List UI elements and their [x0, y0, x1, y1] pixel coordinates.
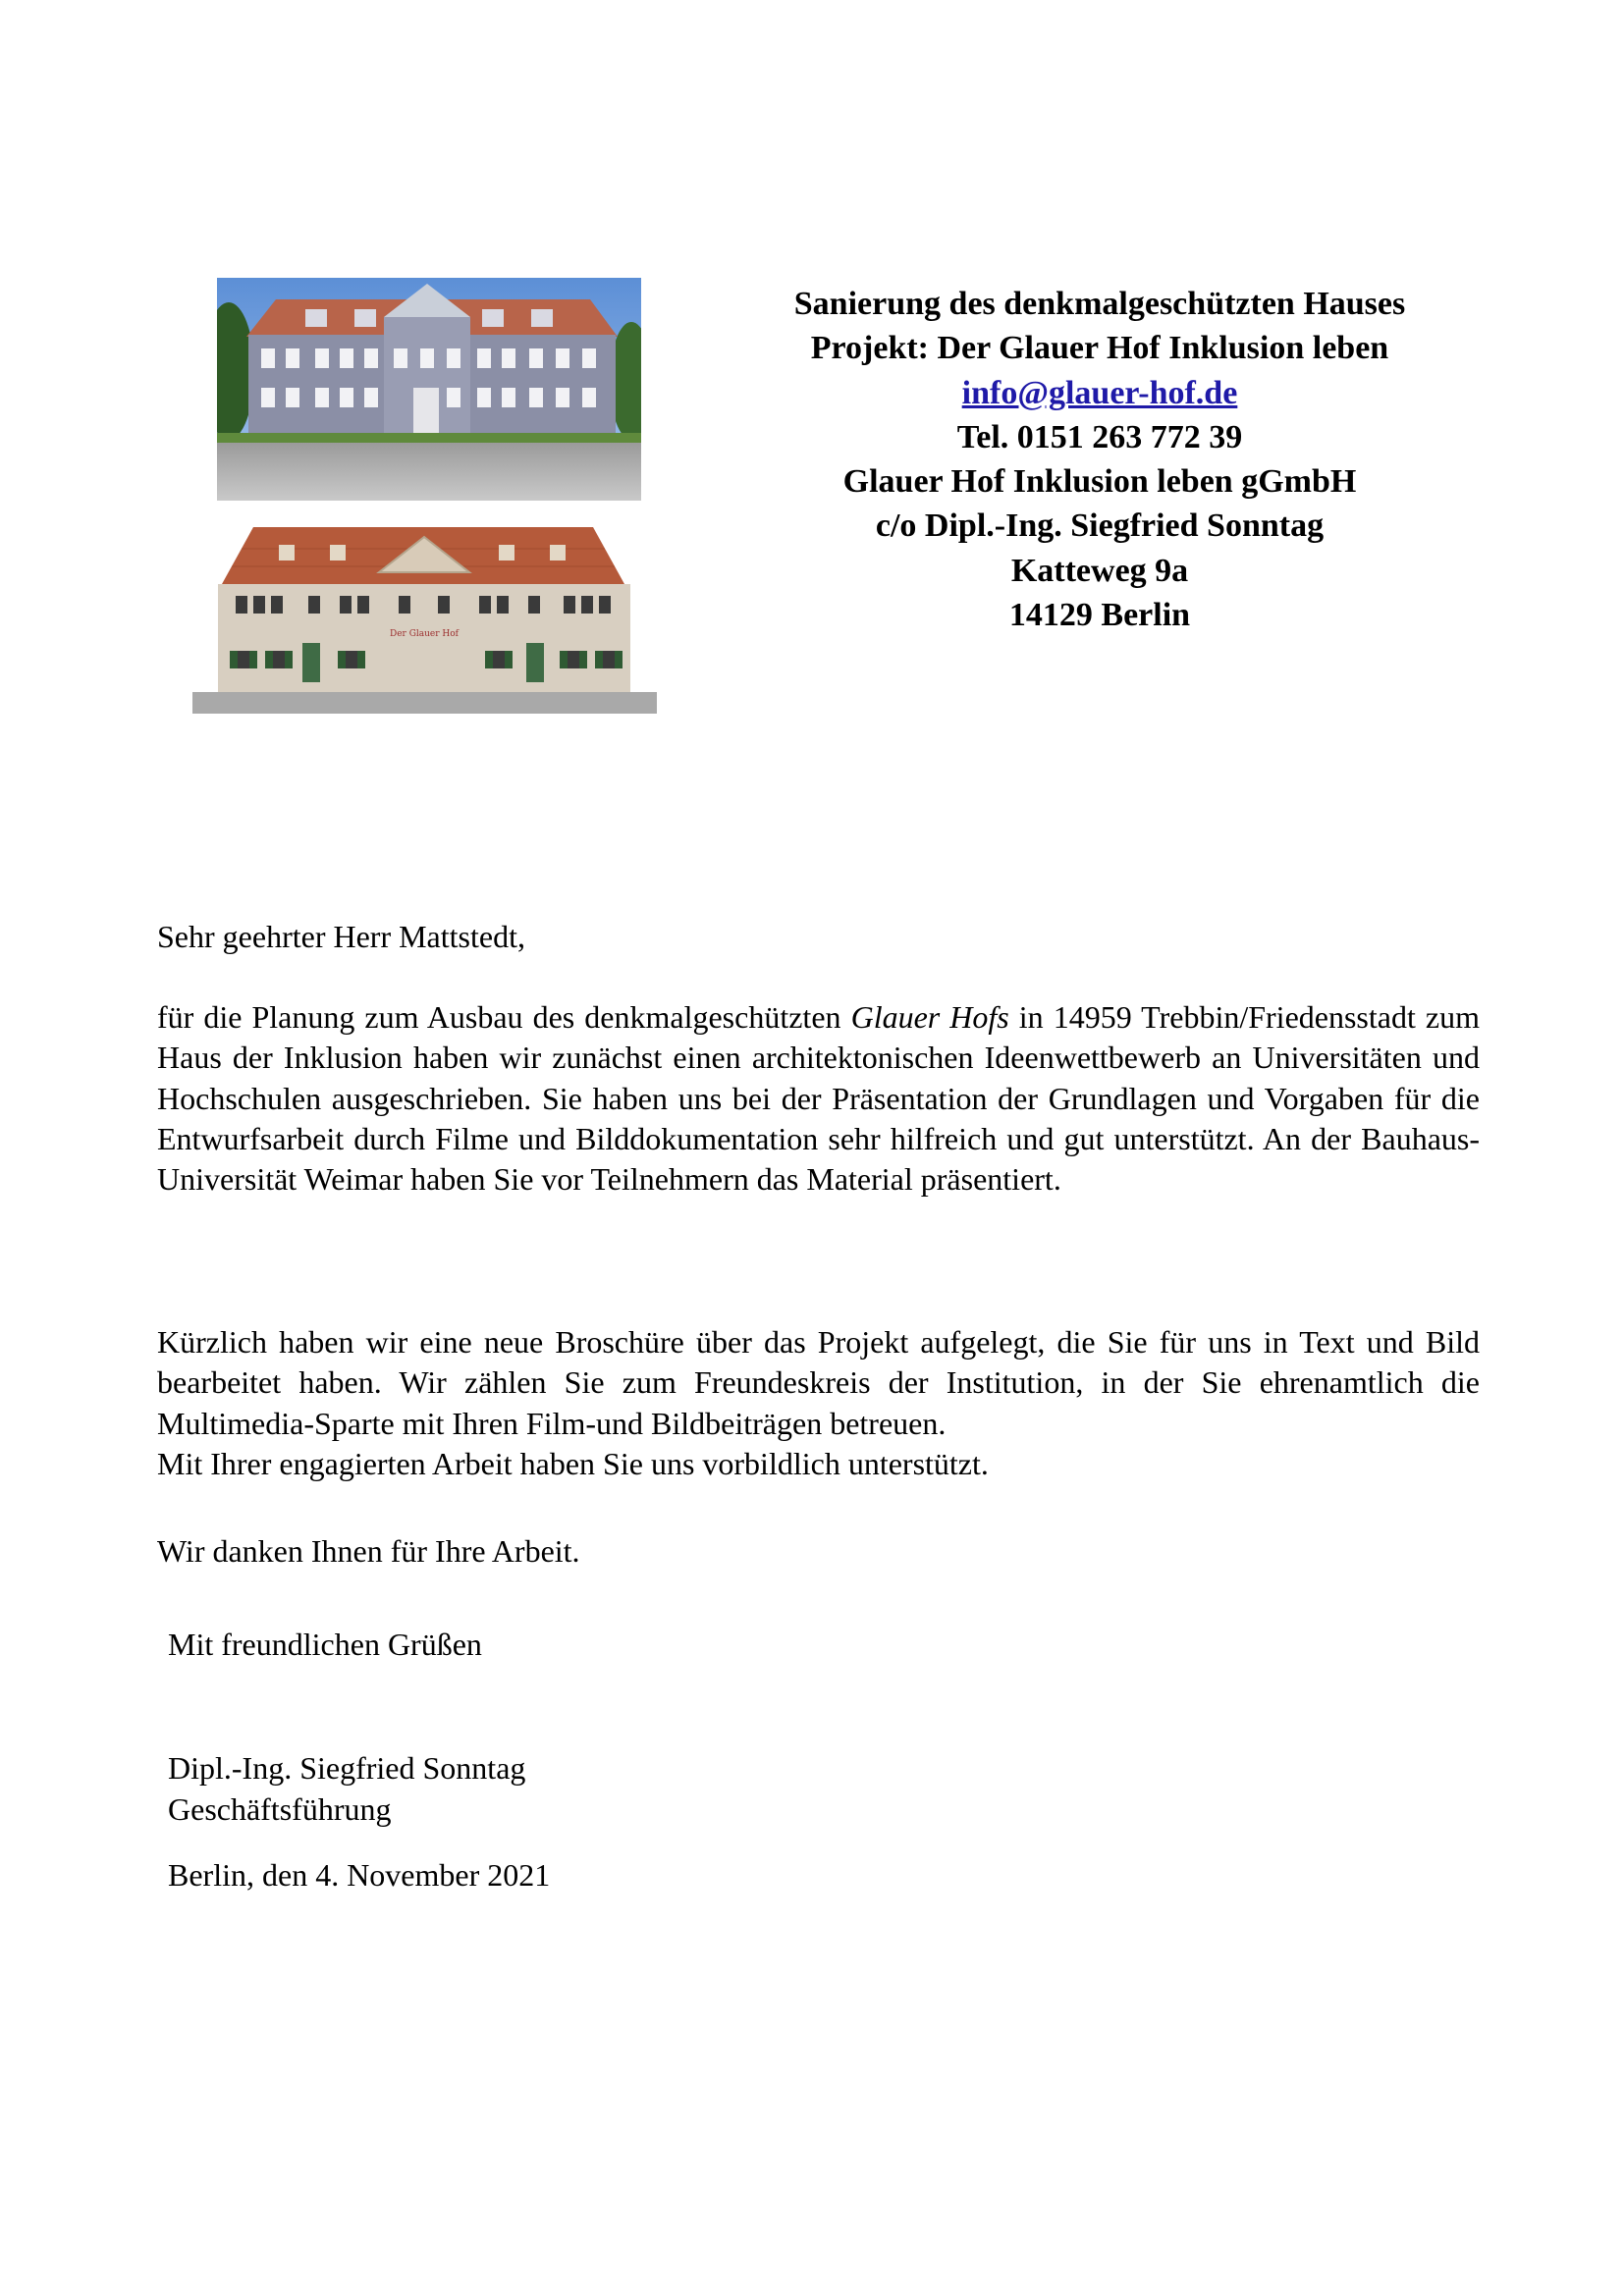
letterhead-title: Sanierung des denkmalgeschützten Hauses	[793, 286, 1406, 322]
organization-name: Glauer Hof Inklusion leben gGmbH	[842, 463, 1357, 501]
letterhead	[687, 282, 1512, 637]
paragraph-1-rest: in 14959 Trebbin/Friedensstadt zum Haus der Inklusion haben wir zunächst einen architektonischen Ideenwettbewerb an Universitäten und Hochschulen ausgeschrieben. Sie haben uns bei der Präsentation der Grundlagen und Vorgaben für die Entwurfsarbeit durch Filme und Bilddokumentation sehr hilfreich und gut unterstützt. An der Bauhaus-Universität Weimar haben Sie vor Teilnehmern das Material präsentiert.	[157, 999, 1481, 1198]
city-address: 14129 Berlin	[1008, 597, 1191, 634]
building-photo	[217, 278, 641, 501]
signer-name: Dipl.-Ing. Siegfried Sonntag	[168, 1750, 526, 1786]
building-rendering	[192, 523, 657, 714]
care-of-line: c/o Dipl.-Ing. Siegfried Sonntag	[875, 507, 1325, 545]
paragraph-2-main: Kürzlich haben wir eine neue Broschüre über das Projekt aufgelegt, die Sie für uns in Text und Bild bearbeitet haben. Wir zählen Sie zum Freundeskreis der Institution, in der Sie ehrenamtlich die Multimedia-Sparte mit Ihren Film-und Bildbeiträgen betreuen.	[157, 1324, 1480, 1441]
emphasis-glauer-hofs: Glauer Hofs	[850, 999, 1009, 1035]
paragraph-2-last-line: Mit Ihrer engagierten Arbeit haben Sie uns vorbildlich unterstützt.	[157, 1445, 989, 1481]
phone-number: Tel. 0151 263 772 39	[956, 418, 1243, 455]
salutation: Sehr geehrter Herr Mattstedt,	[157, 919, 525, 954]
thanks-line: Wir danken Ihnen für Ihre Arbeit.	[157, 1533, 580, 1569]
street-address: Katteweg 9a	[1010, 552, 1189, 589]
building-rendering-illustration	[192, 523, 657, 714]
paragraph-2	[157, 1322, 1480, 1484]
closing-greeting: Mit freundlichen Grüßen	[168, 1627, 482, 1662]
building-photo-illustration	[217, 278, 641, 501]
letter-date: Berlin, den 4. November 2021	[168, 1857, 551, 1893]
paragraph-1	[157, 997, 1480, 1200]
paragraph-1-start: für die Planung zum Ausbau des denkmalgeschützten	[157, 999, 851, 1035]
rendering-sign: Der Glauer Hof	[389, 629, 460, 639]
email-link[interactable]: info@glauer-hof.de	[961, 374, 1238, 411]
signature-block	[168, 1747, 525, 1830]
letterhead-project: Projekt: Der Glauer Hof Inklusion leben	[810, 330, 1389, 367]
signer-role: Geschäftsführung	[168, 1791, 392, 1827]
